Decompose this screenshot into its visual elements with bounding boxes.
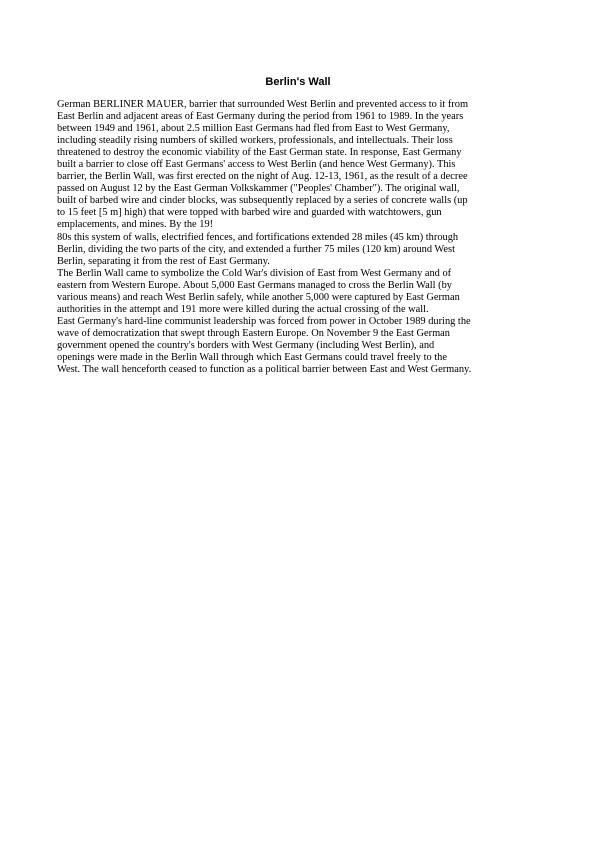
text-line: including steadily rising numbers of skilled workers, professionals, and intellectuals. Their loss [57,135,453,147]
text-line: various means) and reach West Berlin safely, while another 5,000 were captured by East German [57,291,460,303]
text-line: wave of democratization that swept through Eastern Europe. On November 9 the East German [57,327,450,339]
text-line: between 1949 and 1961, about 2.5 million East Germans had fled from East to West Germany, [57,123,450,135]
page-title: Berlin's Wall [265,76,331,88]
text-line: barrier, the Berlin Wall, was first erected on the night of Aug. 12-13, 1961, as the result of a decree [57,171,468,183]
text-line: emplacements, and mines. By the 19! [57,219,214,231]
text-line: passed on August 12 by the East German Volkskammer ("Peoples' Chamber"). The original wall, [57,183,460,195]
text-line: to 15 feet [5 m] high) that were topped with barbed wire and guarded with watchtowers, gun [57,207,442,219]
text-line: 80s this system of walls, electrified fences, and fortifications extended 28 miles (45 km) through [57,231,459,243]
text-line: government opened the country's borders with West Germany (including West Berlin), and [57,339,435,351]
text-line: threatened to destroy the economic viability of the East German state. In response, East Germany [57,147,462,159]
text-line: built of barbed wire and cinder blocks, was subsequently replaced by a series of concrete walls (up [57,195,468,207]
text-line: Berlin, dividing the two parts of the city, and extended a further 75 miles (120 km) around West [57,243,455,255]
text-line: East Germany's hard-line communist leadership was forced from power in October 1989 during the [57,315,471,327]
text-line: eastern from Western Europe. About 5,000 East Germans managed to cross the Berlin Wall (by [57,279,452,291]
text-line: German BERLINER MAUER, barrier that surrounded West Berlin and prevented access to it from [57,99,469,110]
text-line: West. The wall henceforth ceased to function as a political barrier between East and West Germany. [57,364,472,376]
text-line: openings were made in the Berlin Wall through which East Germans could travel freely to the [57,351,447,363]
text-line: The Berlin Wall came to symbolize the Cold War's division of East from West Germany and of [57,267,452,279]
text-line: authorities in the attempt and 191 more were killed during the actual crossing of the wall. [57,303,429,315]
text-line: East Berlin and adjacent areas of East Germany during the period from 1961 to 1989. In the years [57,111,464,123]
body-text [57,99,547,376]
text-line: Berlin, separating it from the rest of East Germany. [57,255,270,267]
text-line: built a barrier to close off East Germans' access to West Berlin (and hence West Germany). This [57,159,456,171]
